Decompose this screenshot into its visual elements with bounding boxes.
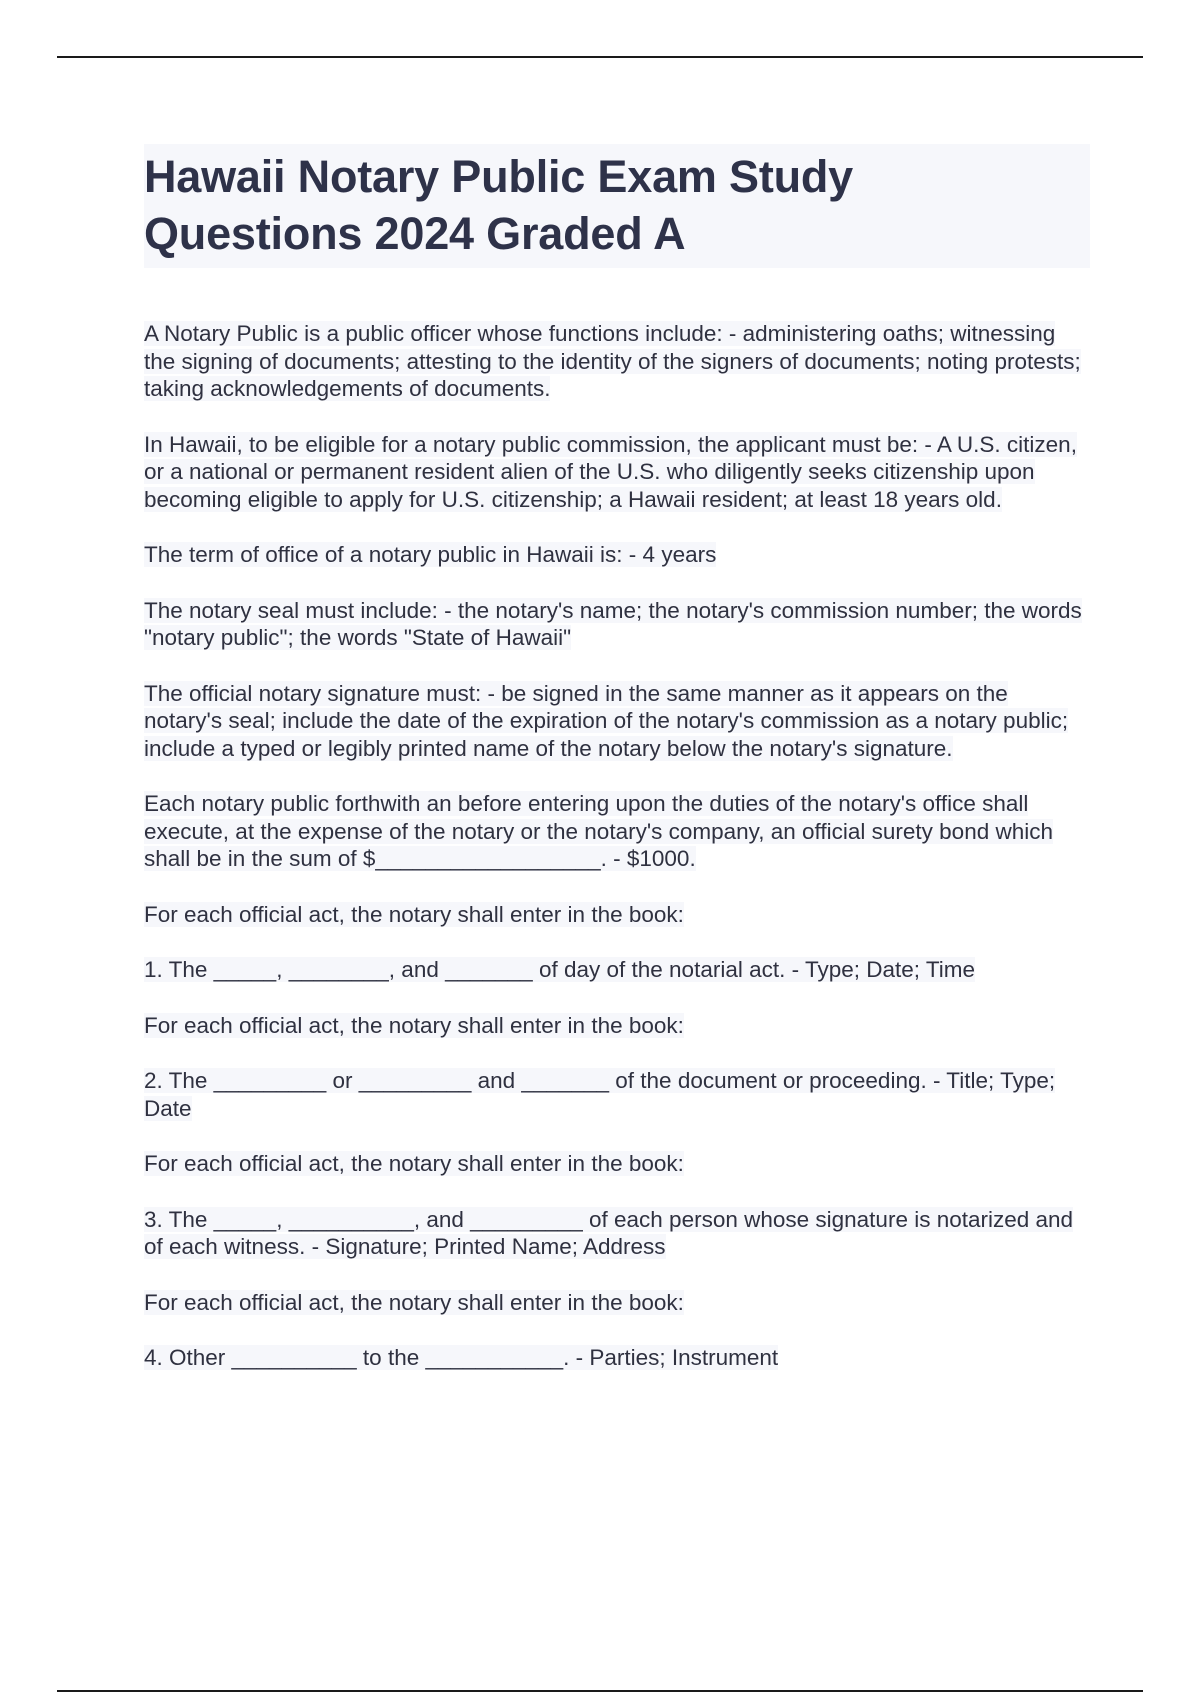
- qa-paragraph-5: The official notary signature must: - be signed in the same manner as it appears on the notary's seal; include the date of the expiration of the notary's commission as a notary public; include a typed or legibly printed name of the notary below the notary's signature.: [144, 680, 1069, 761]
- qa-paragraph-14: 4. Other __________ to the ___________. - Parties; Instrument: [144, 1345, 779, 1370]
- document-title: [144, 148, 1090, 262]
- qa-paragraph-7: For each official act, the notary shall enter in the book:: [144, 901, 684, 927]
- title-block: [144, 144, 1090, 268]
- top-divider: [57, 56, 1143, 58]
- qa-paragraph-1: A Notary Public is a public officer whose functions include: - administering oaths; witnessing the signing of documents; attesting to the identity of the signers of documents; noting protests; taking acknowledgements of documents.: [144, 321, 1081, 401]
- title-line-1: Hawaii Notary Public Exam Study: [144, 151, 854, 202]
- document-body: [144, 144, 1090, 1400]
- qa-paragraph-10: 2. The _________ or _________ and _______ of the document or proceeding. - Title; Type; Date: [144, 1068, 1056, 1121]
- qa-paragraph-11: For each official act, the notary shall enter in the book:: [144, 1151, 684, 1176]
- qa-paragraph-13: For each official act, the notary shall enter in the book:: [144, 1289, 684, 1315]
- qa-paragraph-6: Each notary public forthwith an before entering upon the duties of the notary's office shall execute, at the expense of the notary or the notary's company, an official surety bond which shall be in the sum of $__________________. - $1000.: [144, 791, 1053, 871]
- qa-paragraph-2: In Hawaii, to be eligible for a notary public commission, the applicant must be: - A U.S. citizen, or a national or permanent resident alien of the U.S. who diligently seeks citizenship upon becoming eligible to apply for U.S. citizenship; a Hawaii resident; at least 18 years old.: [144, 431, 1077, 512]
- qa-paragraph-9: For each official act, the notary shall enter in the book:: [144, 1012, 684, 1038]
- qa-paragraph-4: The notary seal must include: - the notary's name; the notary's commission number; the words "notary public"; the words "State of Hawaii": [144, 597, 1082, 650]
- qa-paragraph-3: The term of office of a notary public in Hawaii is: - 4 years: [144, 542, 717, 567]
- bottom-divider: [57, 1690, 1143, 1692]
- qa-paragraph-12: 3. The _____, __________, and _________ of each person whose signature is notarized and of each witness. - Signature; Printed Name; Address: [144, 1206, 1074, 1259]
- qa-paragraph-8: 1. The _____, ________, and _______ of day of the notarial act. - Type; Date; Time: [144, 957, 976, 982]
- title-line-2: Questions 2024 Graded A: [144, 208, 686, 259]
